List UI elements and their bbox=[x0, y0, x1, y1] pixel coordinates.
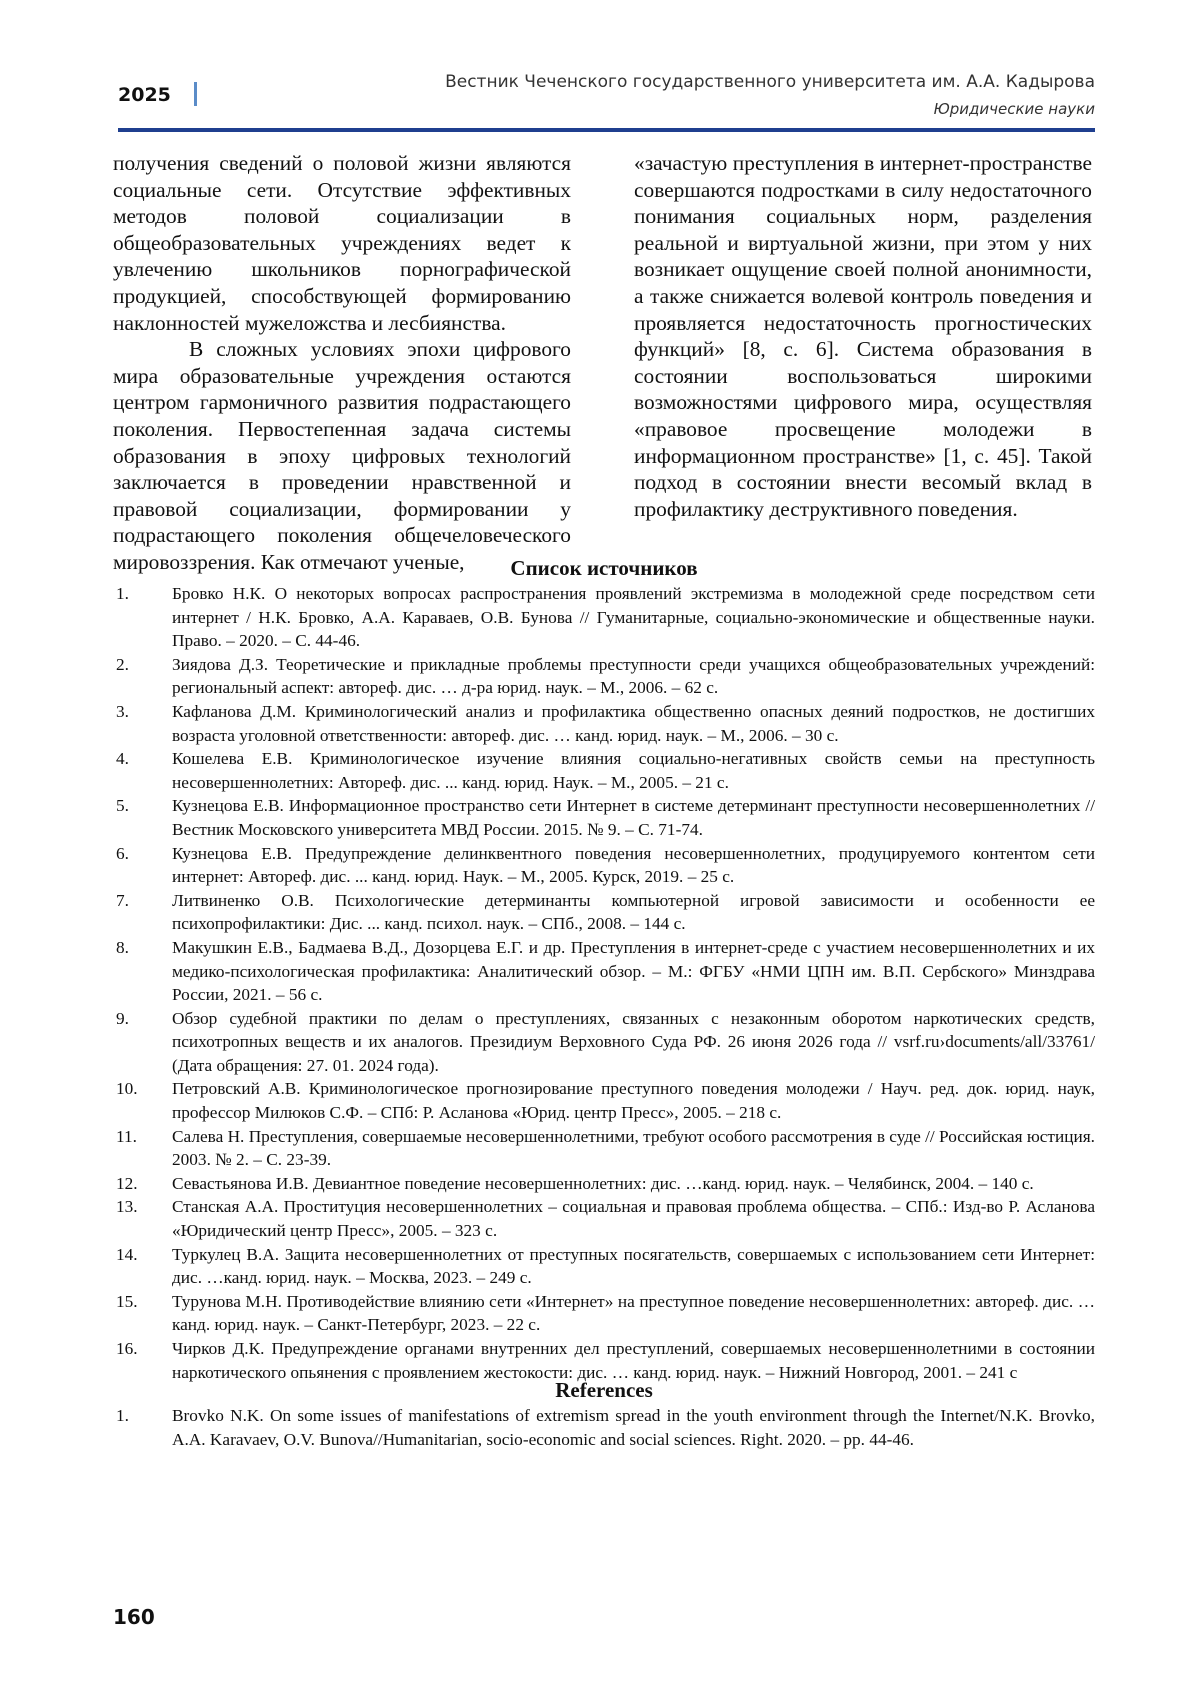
body-column-right bbox=[634, 150, 1092, 522]
list-item bbox=[113, 936, 1095, 1007]
item-number: 7. bbox=[116, 890, 129, 910]
list-item bbox=[113, 1125, 1095, 1172]
list-item bbox=[113, 794, 1095, 841]
list-item bbox=[113, 1404, 1095, 1451]
issue-year: 2025 bbox=[118, 84, 171, 106]
paragraph: «зачастую преступления в интернет-пространстве совершаются подростками в силу недостаточного понимания социальных норм, разделения реальной и виртуальной жизни, при этом у них возникает ощущение своей полной анонимности, а также снижается волевой контроль поведения и проявляется недостаточность прогностических функций» [8, с. 6]. Система образования в состоянии воспользоваться широкими возможностями цифрового мира, осуществляя «правовое просвещение молодежи в информационном пространстве» [1, с. 45]. Такой подход в состоянии внести весомый вклад в профилактику деструктивного поведения. bbox=[634, 151, 1092, 521]
list-item bbox=[113, 1007, 1095, 1078]
sources-heading: Список источников bbox=[510, 556, 698, 580]
references-list bbox=[113, 1404, 1095, 1451]
list-item bbox=[113, 747, 1095, 794]
list-item bbox=[113, 1077, 1095, 1124]
item-number: 13. bbox=[116, 1197, 138, 1217]
item-text: Салева Н. Преступления, совершаемые несовершеннолетними, требуют особого рассмотрения в суде // Российская юстиция. 2003. № 2. – С. 23-39. bbox=[172, 1126, 1095, 1170]
list-item bbox=[113, 842, 1095, 889]
list-item bbox=[113, 889, 1095, 936]
item-number: 3. bbox=[116, 701, 129, 721]
item-number: 12. bbox=[116, 1173, 138, 1193]
item-text: Обзор судебной практики по делам о преступлениях, связанных с незаконным оборотом наркотических средств, психотропных веществ и их аналогов. Президиум Верховного Суда РФ. 26 июня 2026 года // vsrf.ru›documents/all/33761/ (Дата обращения: 27. 01. 2024 года). bbox=[172, 1008, 1095, 1075]
paragraph: получения сведений о половой жизни являются социальные сети. Отсутствие эффективных методов половой социализации в общеобразовательных учреждениях ведет к увлечению школьников порнографической продукцией, способствующей формированию наклонностей мужеложства и лесбиянства. bbox=[113, 151, 571, 335]
list-item bbox=[113, 1290, 1095, 1337]
item-number: 15. bbox=[116, 1291, 138, 1311]
list-item bbox=[113, 653, 1095, 700]
item-text: Кузнецова Е.В. Информационное пространство сети Интернет в системе детерминант преступности несовершеннолетних // Вестник Московского университета МВД России. 2015. № 9. – С. 71-74. bbox=[172, 796, 1095, 839]
sources-list bbox=[113, 582, 1095, 1384]
item-text: Станская А.А. Проституция несовершеннолетних – социальная и правовая проблема общества. – СПб.: Изд-во Р. Асланова «Юридический центр Пресс», 2005. – 323 с. bbox=[172, 1197, 1095, 1241]
item-number: 5. bbox=[116, 796, 129, 816]
item-text: Макушкин Е.В., Бадмаева В.Д., Дозорцева Е.Г. и др. Преступления в интернет-среде с участием несовершеннолетних и их медико-психологическая профилактика: Аналитический обзор. – М.: ФГБУ «НМИ ЦПН им. В.П. Сербского» Минздрава России, 2021. – 56 с. bbox=[172, 937, 1095, 1005]
item-text: Кафланова Д.М. Криминологический анализ и профилактика общественно опасных деяний подростков, не достигших возраста уголовной ответственности: автореф. дис. … канд. юрид. наук. – М., 2006. – 30 с. bbox=[172, 701, 1095, 745]
item-text: Турунова М.Н. Противодействие влиянию сети «Интернет» на преступное поведение несовершеннолетних: автореф. дис. … канд. юрид. наук. – Санкт-Петербург, 2023. – 22 с. bbox=[172, 1291, 1095, 1335]
list-item bbox=[113, 1172, 1095, 1196]
header-rule bbox=[118, 128, 1095, 132]
item-number: 6. bbox=[116, 843, 129, 863]
list-item bbox=[113, 1243, 1095, 1290]
references-heading: References bbox=[555, 1378, 653, 1402]
item-text: Кошелева Е.В. Криминологическое изучение влияния социально-негативных свойств семьи на преступность несовершеннолетних: Автореф. дис. ... канд. юрид. Наук. – М., 2005. – 21 с. bbox=[172, 749, 1095, 792]
item-text: Brovko N.K. On some issues of manifestations of extremism spread in the youth environment through the Internet/N.K. Brovko, A.A. Karavaev, O.V. Bunova//Humanitarian, socio-economic and social sciences. Right. 2020. – pp. 44-46. bbox=[172, 1406, 1095, 1449]
journal-section: Юридические науки bbox=[933, 100, 1095, 118]
item-text: Кузнецова Е.В. Предупреждение делинквентного поведения несовершеннолетних, продуцируемого контентом сети интернет: Автореф. дис. ... канд. юрид. Наук. – М., 2005. Курск, 2019. – 25 с. bbox=[172, 843, 1095, 887]
item-text: Чирков Д.К. Предупреждение органами внутренних дел преступлений, совершаемых несовершеннолетними в состоянии наркотического опьянения с проявлением жестокости: дис. … канд. юрид. наук. – Нижний Новгород, 2001. – 241 с bbox=[172, 1339, 1095, 1382]
item-text: Литвиненко О.В. Психологические детерминанты компьютерной игровой зависимости и особенности ее психопрофилактики: Дис. ... канд. психол. наук. – СПб., 2008. – 144 с. bbox=[172, 890, 1095, 934]
item-number: 11. bbox=[116, 1126, 137, 1146]
item-number: 2. bbox=[116, 654, 129, 674]
item-number: 8. bbox=[116, 937, 129, 957]
item-number: 14. bbox=[116, 1244, 138, 1264]
item-number: 10. bbox=[116, 1079, 138, 1099]
year-accent-bar bbox=[194, 82, 197, 106]
item-number: 1. bbox=[116, 1406, 129, 1425]
body-column-left bbox=[113, 150, 571, 576]
item-number: 9. bbox=[116, 1008, 129, 1028]
item-text: Туркулец В.А. Защита несовершеннолетних от преступных посягательств, совершаемых с использованием сети Интернет: дис. …канд. юрид. наук. – Москва, 2023. – 249 с. bbox=[172, 1244, 1095, 1288]
item-number: 4. bbox=[116, 749, 129, 769]
item-text: Зиядова Д.З. Теоретические и прикладные проблемы преступности среди учащихся общеобразовательных учреждений: региональный аспект: автореф. дис. … д-ра юрид. наук. – М., 2006. – 62 с. bbox=[172, 654, 1095, 698]
item-text: Бровко Н.К. О некоторых вопросах распространения проявлений экстремизма в молодежной среде посредством сети интернет / Н.К. Бровко, А.А. Караваев, О.В. Бунова // Гуманитарные, социально-экономические и общественные науки. Право. – 2020. – С. 44-46. bbox=[172, 584, 1095, 651]
page-header bbox=[118, 70, 1095, 138]
journal-title: Вестник Чеченского государственного университета им. А.А. Кадырова bbox=[445, 72, 1095, 92]
list-item bbox=[113, 582, 1095, 653]
paragraph: В сложных условиях эпохи цифрового мира образовательные учреждения остаются центром гармоничного развития подрастающего поколения. Первостепенная задача системы образования в эпоху цифровых технологий заключается в проведении нравственной и правовой социализации, формировании у подрастающего поколения общечеловеческого мировоззрения. Как отмечают ученые, bbox=[113, 337, 571, 574]
list-item bbox=[113, 1195, 1095, 1242]
list-item bbox=[113, 700, 1095, 747]
item-number: 1. bbox=[116, 584, 129, 603]
item-text: Петровский А.В. Криминологическое прогнозирование преступного поведения молодежи / Науч. ред. док. юрид. наук, профессор Милюков С.Ф. – СПб: Р. Асланова «Юрид. центр Пресс», 2005. – 218 с. bbox=[172, 1079, 1095, 1123]
page-number: 160 bbox=[113, 1605, 155, 1629]
item-number: 16. bbox=[116, 1339, 138, 1358]
item-text: Севастьянова И.В. Девиантное поведение несовершеннолетних: дис. …канд. юрид. наук. – Челябинск, 2004. – 140 с. bbox=[172, 1173, 1034, 1193]
